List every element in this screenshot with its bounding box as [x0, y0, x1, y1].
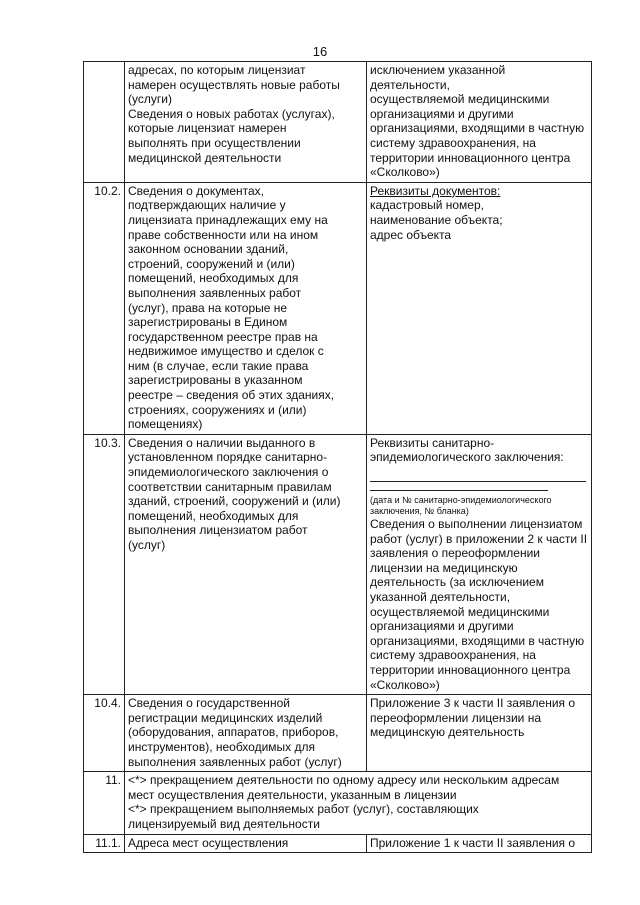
row-description: адресах, по которым лицензиат намерен осуществлять новые работы (услуги) Сведения о новых работах (услугах), которые лицензиат намерен выполнять при осуществлении медицинской деятельности	[125, 62, 367, 183]
field-caption: (дата и № санитарно-эпидемиологического заключения, № бланка)	[370, 495, 552, 517]
application-table	[83, 61, 592, 853]
table-row	[84, 62, 592, 183]
requisites-list: кадастровый номер, наименование объекта; адрес объекта	[370, 198, 503, 242]
requisites-heading: Реквизиты документов:	[370, 183, 501, 198]
row-description-text: Адреса мест осуществления	[128, 835, 289, 850]
row-number: 10.4.	[84, 695, 125, 772]
row-requirement	[367, 434, 592, 694]
row-description	[125, 834, 367, 853]
table-row	[84, 834, 592, 853]
row-requirement: Приложение 3 к части II заявления о переоформлении лицензии на медицинскую деятельность	[367, 695, 592, 772]
table-row	[84, 772, 592, 834]
row-number: 11.	[84, 772, 125, 834]
table-row	[84, 182, 592, 434]
row-requirement	[367, 834, 592, 853]
row-requirement-text: Приложение 1 к части II заявления о	[370, 835, 576, 850]
row-requirement-text: Сведения о выполнении лицензиатом работ (услуг) в приложении 2 к части II заявления о переоформлении лицензии на медицинскую деятельность (за исключением указанной деятельности, осуществляемой медицинскими организациями и другими организациями, входящими в частную систему здравоохранения, на территории инновационного центра «Сколково»)	[370, 517, 588, 692]
row-number: 11.1.	[84, 834, 125, 853]
row-number: 10.3.	[84, 434, 125, 694]
row-requirement	[367, 182, 592, 434]
fill-in-line	[370, 467, 586, 482]
page-number: 16	[312, 44, 328, 59]
row-number	[84, 62, 125, 183]
row-description: Сведения о наличии выданного в установленном порядке санитарно- эпидемиологического заключения о соответствии санитарным правилам зданий, строений, сооружений и (или) помещений, необходимых для выполнения лицензиатом работ (услуг)	[125, 434, 367, 694]
row-number: 10.2.	[84, 182, 125, 434]
sanitary-requisites-label: Реквизиты санитарно- эпидемиологического заключения:	[370, 435, 564, 465]
row-requirement: исключением указанной деятельности, осуществляемой медицинскими организациями и другими организациями, входящими в частную систему здравоохранения, на территории инновационного центра «Сколково»)	[367, 62, 592, 183]
row-merged-text: <*> прекращением деятельности по одному адресу или нескольким адресам мест осуществления деятельности, указанным в лицензии <*> прекращением выполняемых работ (услуг), составляющих лицензируемый вид деятельности	[125, 772, 592, 834]
row-description: Сведения о государственной регистрации медицинских изделий (оборудования, аппаратов, приборов, инструментов), необходимых для выполнения заявленных работ (услуг)	[125, 695, 367, 772]
fill-in-line	[370, 486, 548, 491]
table-row	[84, 695, 592, 772]
row-description: Сведения о документах, подтверждающих наличие у лицензиата принадлежащих ему на праве собственности или на ином законном основании зданий, строений, сооружений и (или) помещений, необходимых для выполнения заявленных работ (услуг), права на которые не зарегистрированы в Едином государственном реестре прав на недвижимое имущество и сделок с ним (в случае, если такие права зарегистрированы в указанном реестре – сведения об этих зданиях, строениях, сооружениях и (или) помещениях)	[125, 182, 367, 434]
table-row	[84, 434, 592, 694]
